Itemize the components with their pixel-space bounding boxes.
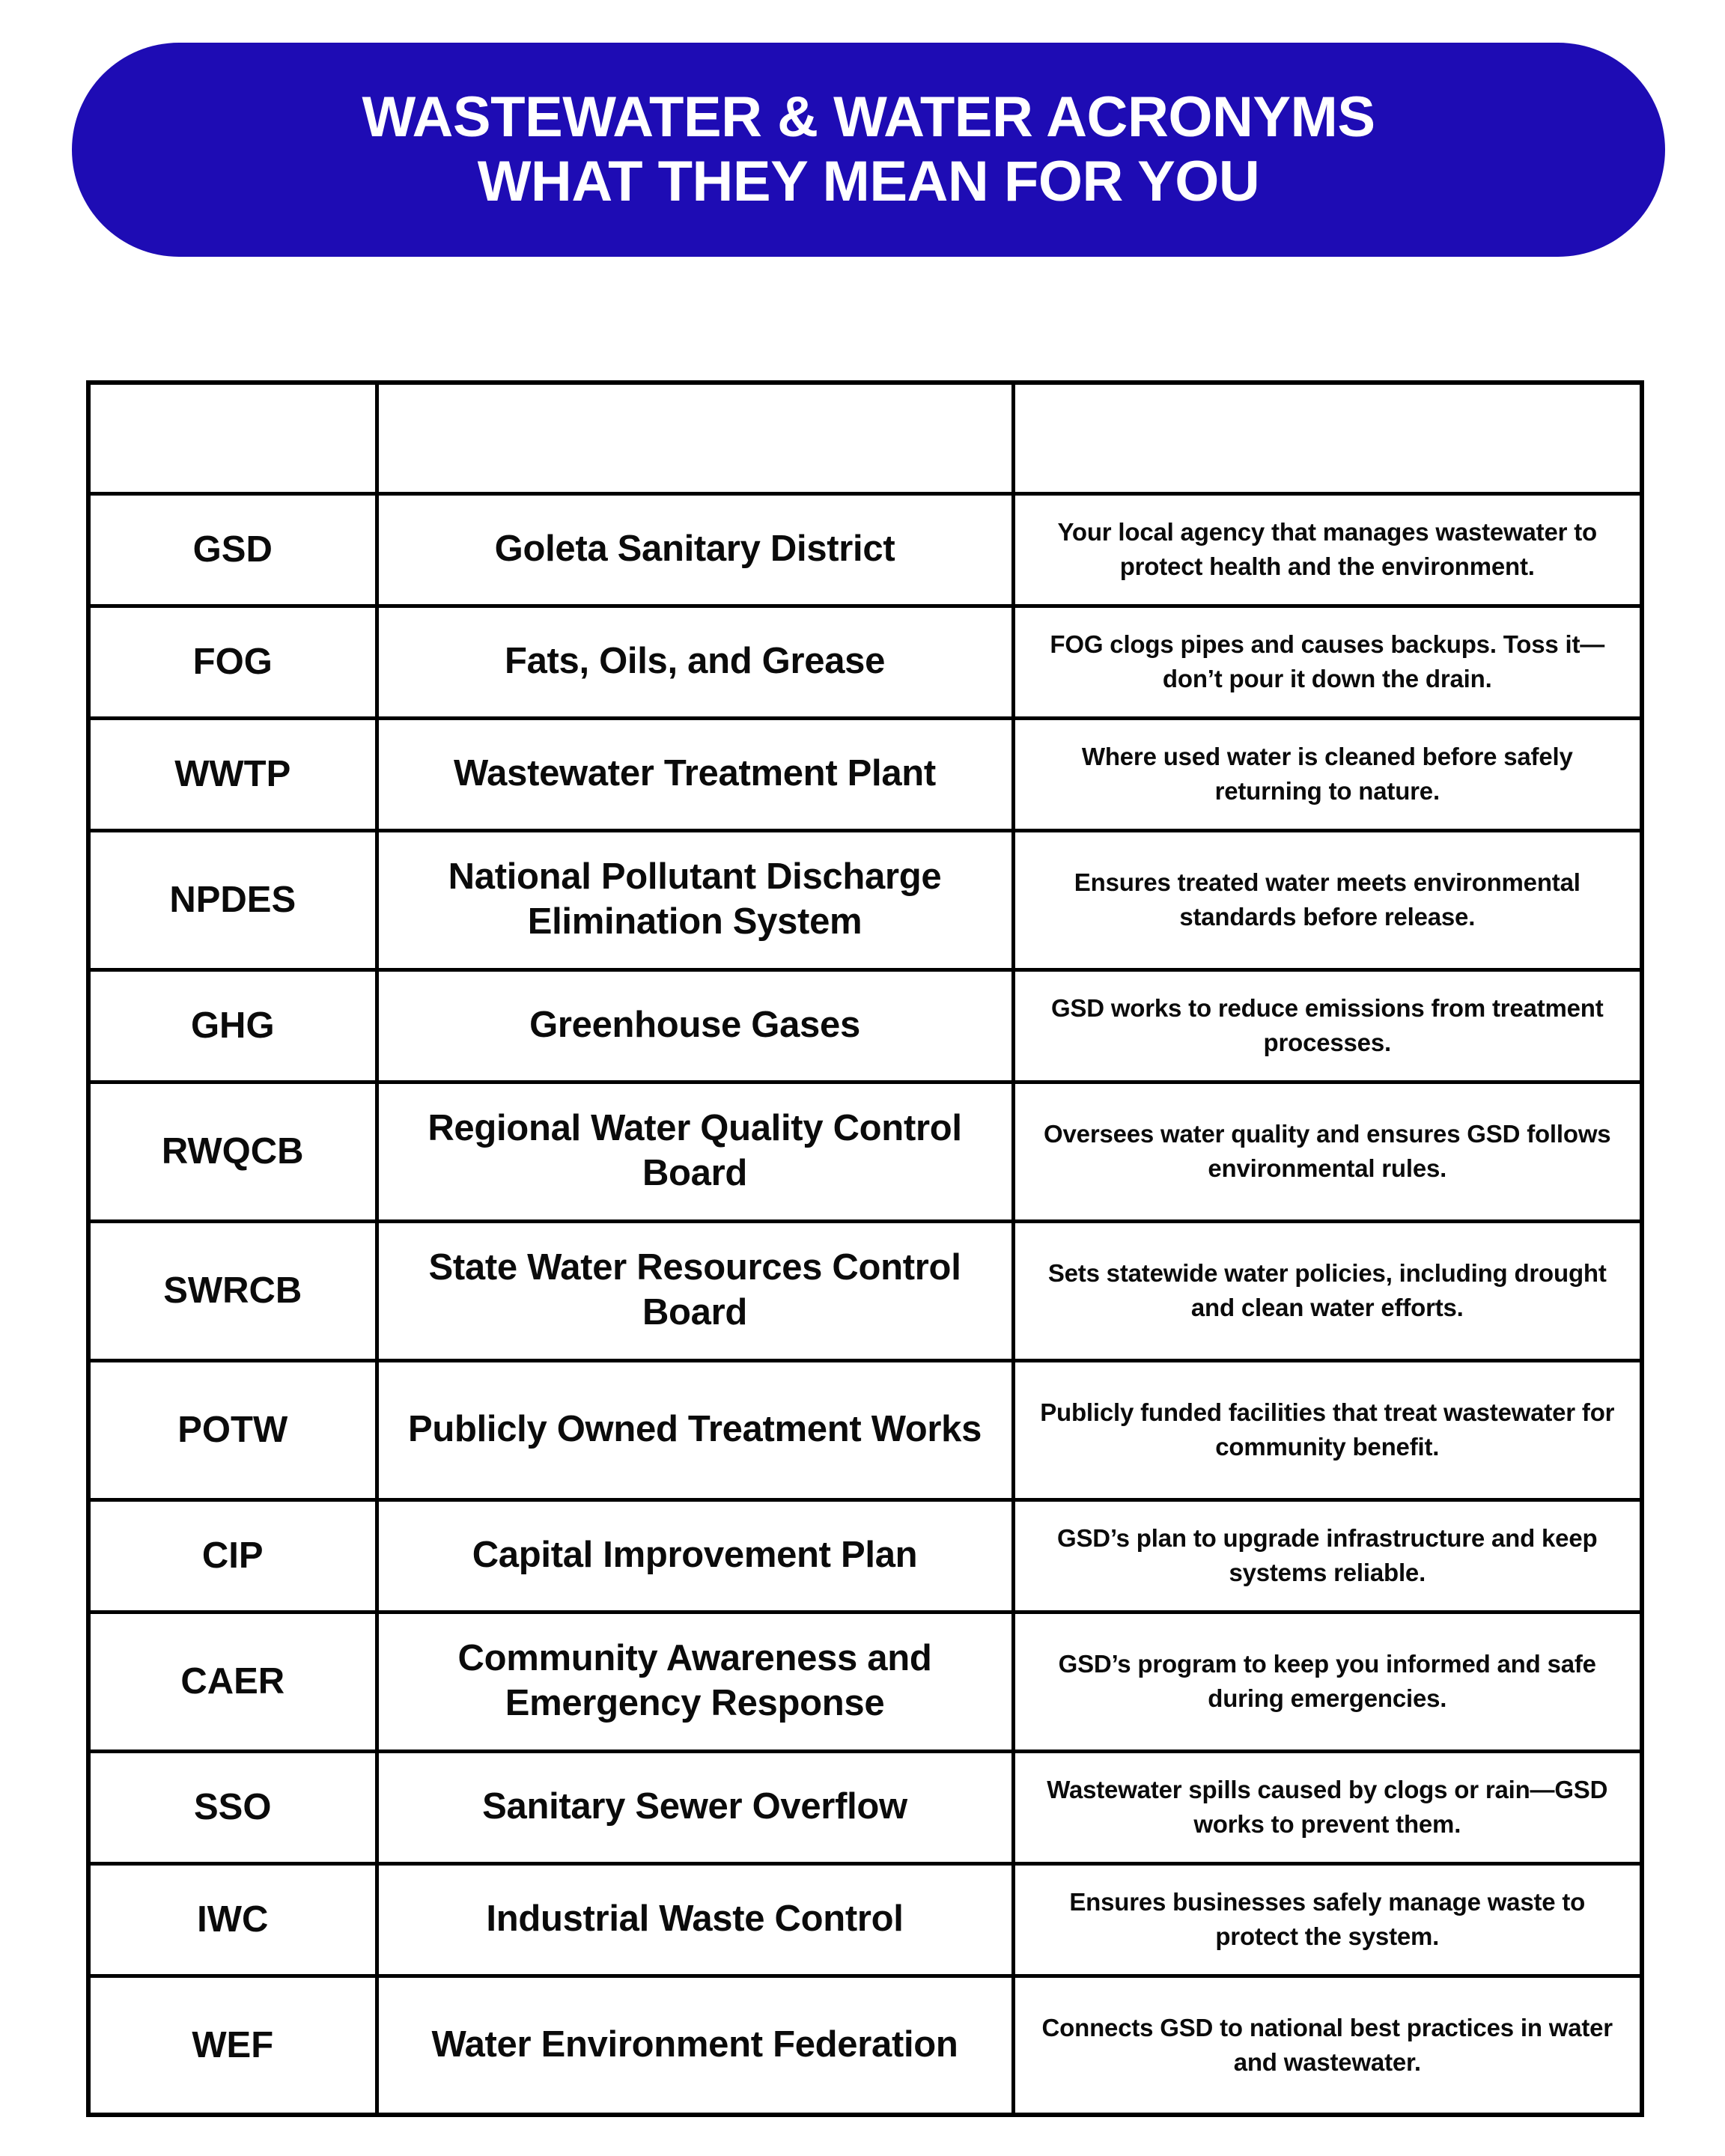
banner-title-line-1: WASTEWATER & WATER ACRONYMS xyxy=(362,85,1375,150)
cell-stands-for: Community Awareness and Emergency Response xyxy=(377,1612,1013,1751)
cell-why-it-matters: GSD works to reduce emissions from treatment processes. xyxy=(1013,969,1642,1082)
cell-acronym: CIP xyxy=(88,1499,377,1612)
cell-acronym: POTW xyxy=(88,1360,377,1499)
cell-why-it-matters: Sets statewide water policies, including drought and clean water efforts. xyxy=(1013,1221,1642,1360)
title-banner xyxy=(72,43,1665,257)
table-row xyxy=(88,493,1642,606)
cell-why-it-matters: GSD’s program to keep you informed and safe during emergencies. xyxy=(1013,1612,1642,1751)
cell-stands-for: Wastewater Treatment Plant xyxy=(377,718,1013,830)
table-row xyxy=(88,830,1642,969)
table-row xyxy=(88,969,1642,1082)
table-body xyxy=(88,493,1642,2115)
acronyms-table-container xyxy=(86,380,1640,2117)
cell-stands-for: Sanitary Sewer Overflow xyxy=(377,1751,1013,1863)
table-row xyxy=(88,1360,1642,1499)
cell-acronym: FOG xyxy=(88,606,377,718)
cell-stands-for: Fats, Oils, and Grease xyxy=(377,606,1013,718)
cell-why-it-matters: Ensures businesses safely manage waste to protect the system. xyxy=(1013,1863,1642,1976)
column-header-why-it-matters: Why it Matters to You xyxy=(1013,383,1642,493)
cell-why-it-matters: Where used water is cleaned before safely returning to nature. xyxy=(1013,718,1642,830)
cell-acronym: WWTP xyxy=(88,718,377,830)
table-row xyxy=(88,1612,1642,1751)
table-row xyxy=(88,1751,1642,1863)
cell-acronym: RWQCB xyxy=(88,1082,377,1221)
cell-acronym: WEF xyxy=(88,1976,377,2115)
cell-acronym: GHG xyxy=(88,969,377,1082)
cell-stands-for: Industrial Waste Control xyxy=(377,1863,1013,1976)
cell-acronym: SSO xyxy=(88,1751,377,1863)
cell-stands-for: Capital Improvement Plan xyxy=(377,1499,1013,1612)
table-row xyxy=(88,718,1642,830)
cell-why-it-matters: Wastewater spills caused by clogs or rain—GSD works to prevent them. xyxy=(1013,1751,1642,1863)
column-header-acronym: Acronym xyxy=(88,383,377,493)
cell-acronym: SWRCB xyxy=(88,1221,377,1360)
cell-why-it-matters: FOG clogs pipes and causes backups. Toss it—don’t pour it down the drain. xyxy=(1013,606,1642,718)
banner-title-line-2: WHAT THEY MEAN FOR YOU xyxy=(477,150,1260,213)
cell-why-it-matters: Publicly funded facilities that treat wastewater for community benefit. xyxy=(1013,1360,1642,1499)
table-row xyxy=(88,1499,1642,1612)
table-row xyxy=(88,1863,1642,1976)
table-row xyxy=(88,1976,1642,2115)
cell-why-it-matters: Your local agency that manages wastewater to protect health and the environment. xyxy=(1013,493,1642,606)
table-row xyxy=(88,606,1642,718)
cell-acronym: GSD xyxy=(88,493,377,606)
acronyms-table xyxy=(86,380,1644,2117)
cell-stands-for: Publicly Owned Treatment Works xyxy=(377,1360,1013,1499)
table-row xyxy=(88,1082,1642,1221)
column-header-stands-for: What is Stands For xyxy=(377,383,1013,493)
cell-stands-for: Goleta Sanitary District xyxy=(377,493,1013,606)
cell-acronym: NPDES xyxy=(88,830,377,969)
cell-why-it-matters: Connects GSD to national best practices in water and wastewater. xyxy=(1013,1976,1642,2115)
cell-stands-for: State Water Resources Control Board xyxy=(377,1221,1013,1360)
table-header-row xyxy=(88,383,1642,493)
cell-stands-for: Regional Water Quality Control Board xyxy=(377,1082,1013,1221)
cell-stands-for: Greenhouse Gases xyxy=(377,969,1013,1082)
table-header xyxy=(88,383,1642,493)
cell-why-it-matters: Ensures treated water meets environmental standards before release. xyxy=(1013,830,1642,969)
table-row xyxy=(88,1221,1642,1360)
cell-stands-for: Water Environment Federation xyxy=(377,1976,1013,2115)
cell-acronym: IWC xyxy=(88,1863,377,1976)
cell-acronym: CAER xyxy=(88,1612,377,1751)
cell-why-it-matters: GSD’s plan to upgrade infrastructure and keep systems reliable. xyxy=(1013,1499,1642,1612)
cell-stands-for: National Pollutant Discharge Elimination System xyxy=(377,830,1013,969)
cell-why-it-matters: Oversees water quality and ensures GSD follows environmental rules. xyxy=(1013,1082,1642,1221)
